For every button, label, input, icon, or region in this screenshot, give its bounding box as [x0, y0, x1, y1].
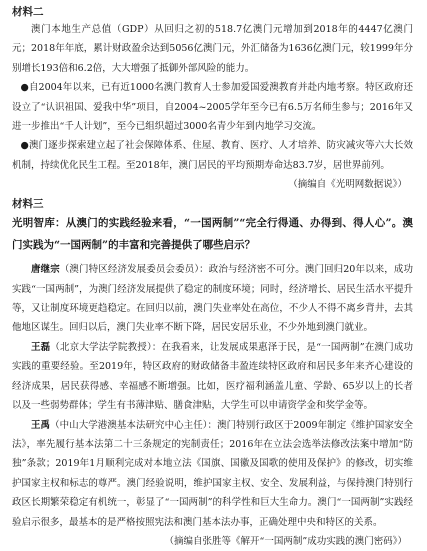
answer-wang-yu — [12, 416, 413, 532]
material-three-title: 材料三 — [12, 198, 44, 211]
material-two-paragraph-2 — [12, 78, 413, 136]
material-two-title: 材料二 — [12, 6, 44, 18]
material-two-paragraph-1 — [12, 20, 413, 78]
bullet-icon: ● — [20, 82, 29, 94]
material-two-source: （摘编自《光明网数据说》） — [288, 179, 407, 191]
material-two-paragraph-1-text: 澳门本地生产总值（GDP）从回归之初的518.7亿澳门元增加到2018年的4447亿澳门元；2018年年底，累计财政盈余达到5056亿澳门元，外汇储备为1636亿澳门元，较1999年分别增长193倍和6.2倍，大大增强了抵御外部风险的能力。 — [12, 24, 413, 74]
speaker-name: 王磊 — [31, 341, 51, 353]
material-two-paragraph-3 — [12, 136, 413, 175]
bullet-icon: ● — [20, 140, 29, 152]
speaker-name: 王禹 — [31, 419, 51, 431]
answer-text: （澳门特区经济发展委员会委员）：政治与经济密不可分。澳门回归20年以来，成功实践“一国两制”，为澳门经济发展提供了稳定的制度环境；同时，经济增长、居民生活水平提升等，又让制度环境更趋稳定。在回归以前，澳门失业率处在高位，不少人不得不离乡背井，去其他地区谋生。回归以后，澳门失业率不断下降，居民安居乐业，不少外地到澳门就业。 — [12, 264, 413, 334]
material-three-source: （摘编自张胜等《解开“一国两制”成功实践的澳门密码》） — [164, 535, 407, 547]
material-two-paragraph-3-text: 澳门逐步探索建立起了社会保障体系、住屋、教育、医疗、人才培养、防灾减灾等六大长效机制，持续优化民生工程。至2018年，澳门居民的平均预期寿命达83.7岁，居世界前列。 — [12, 140, 413, 171]
answer-text: （北京大学法学院教授）：在我看来，让发展成果惠泽于民，是“一国两制”在澳门成功实践的重要经验。至2019年，特区政府的财政储备丰盈连续特区政府和居民多年来齐心建设的经济成果，居民获得感、幸福感不断增强。比如，医疗福利涵盖儿童、学龄、65岁以上的长者以及一些弱势群体；学生有书薄津贴、膳食津贴，大学生可以申请资学金和奖学金等。 — [12, 341, 413, 412]
answer-tang-jizong — [12, 260, 413, 338]
material-two-paragraph-2-text: 自2004年以来，已有近1000名澳门教育人士参加爱国爱澳教育并赴内地考察。特区政府还设立了“认识祖国、爱我中华”项目，自2004~2005学年至今已有6.5万名师生参与；2016年又进一步推出“千人计划”，至今已组织超过3000名青少年到内地学习交流。 — [12, 82, 413, 133]
material-three-question: 光明智库：从澳门的实践经验来看，“一国两制”“完全行得通、办得到、得人心”。澳门实践为“一国两制”的丰富和完善提供了哪些启示？ — [12, 217, 413, 252]
speaker-name: 唐继宗 — [31, 264, 60, 276]
answer-text: （中山大学港澳基本法研究中心主任）：澳门特别行政区于2009年制定《维护国家安全法》，率先履行基本法第二十三条规定的宪制责任；2016年在立法会选举法修改法案中增加“防独”条款；2019年1月顺利完成对本地立法《国旗、国徽及国歌的使用及保护》的修改，切实维护国家主权和标志的尊严。澳门经验说明，维护国家主权、安全、发展利益，与保持澳门特别行政区长期繁荣稳定有机统一，彰显了“一国两制”的科学性和巨大生命力。澳门“一国两制”实践经验启示很多，最基本的是严格按照宪法和澳门基本法办事，正确处理中央和特区的关系。 — [12, 419, 413, 528]
answer-wang-lei — [12, 338, 413, 416]
